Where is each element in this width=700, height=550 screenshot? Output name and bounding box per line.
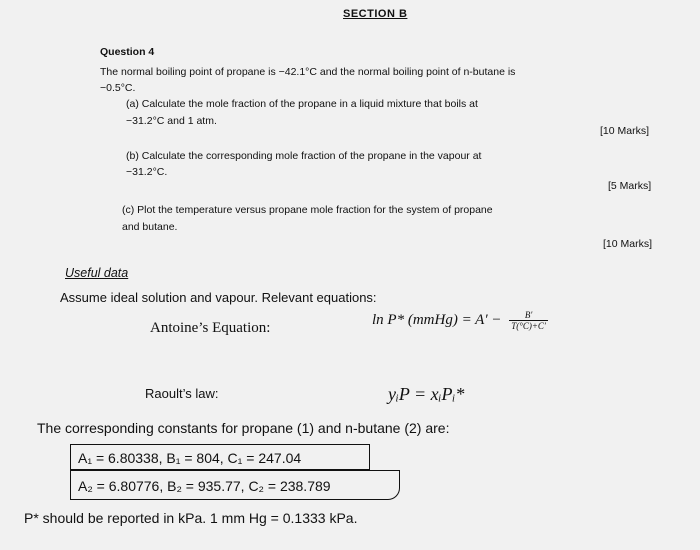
part-c-marks: [10 Marks] — [603, 238, 653, 250]
part-b-line1: (b) Calculate the corresponding mole fraction of the propane in the vapour at — [126, 150, 482, 162]
part-c-line2: and butane. — [122, 221, 178, 233]
antoine-lhs: ln P* (mmHg) = A′ − — [372, 311, 502, 328]
part-a-line2: −31.2°C and 1 atm. — [126, 115, 217, 127]
part-b-line2: −31.2°C. — [126, 166, 168, 178]
pstar-note: P* should be reported in kPa. 1 mm Hg = 0.1333 kPa. — [24, 510, 358, 526]
raoult-label: Raoult’s law: — [145, 386, 219, 401]
raoult-equation: yᵢP = xᵢPᵢ* — [388, 384, 465, 404]
question-intro-line1: The normal boiling point of propane is −42.1°C and the normal boiling point of n-butane is — [100, 66, 516, 78]
part-a-line1: (a) Calculate the mole fraction of the propane in a liquid mixture that boils at — [126, 98, 478, 110]
constants-row-propane: A₁ = 6.80338, B₁ = 804, C₁ = 247.04 — [78, 450, 302, 466]
antoine-fraction — [509, 310, 548, 331]
useful-data-heading: Useful data — [65, 266, 129, 280]
constants-intro: The corresponding constants for propane (1) and n-butane (2) are: — [37, 420, 450, 436]
section-title: SECTION B — [343, 8, 408, 20]
assumption-text: Assume ideal solution and vapour. Relevant equations: — [60, 290, 377, 305]
constants-row-butane: A₂ = 6.80776, B₂ = 935.77, C₂ = 238.789 — [78, 478, 331, 494]
antoine-denominator: T(°C)+C′ — [511, 321, 546, 331]
antoine-equation — [372, 310, 548, 331]
part-a-marks: [10 Marks] — [600, 125, 650, 137]
antoine-numerator: B′ — [509, 310, 548, 321]
question-heading: Question 4 — [100, 46, 155, 58]
part-b-marks: [5 Marks] — [608, 180, 652, 192]
part-c-line1: (c) Plot the temperature versus propane mole fraction for the system of propane — [122, 204, 493, 216]
question-intro-line2: −0.5°C. — [100, 82, 136, 94]
antoine-label: Antoine’s Equation: — [150, 320, 271, 336]
